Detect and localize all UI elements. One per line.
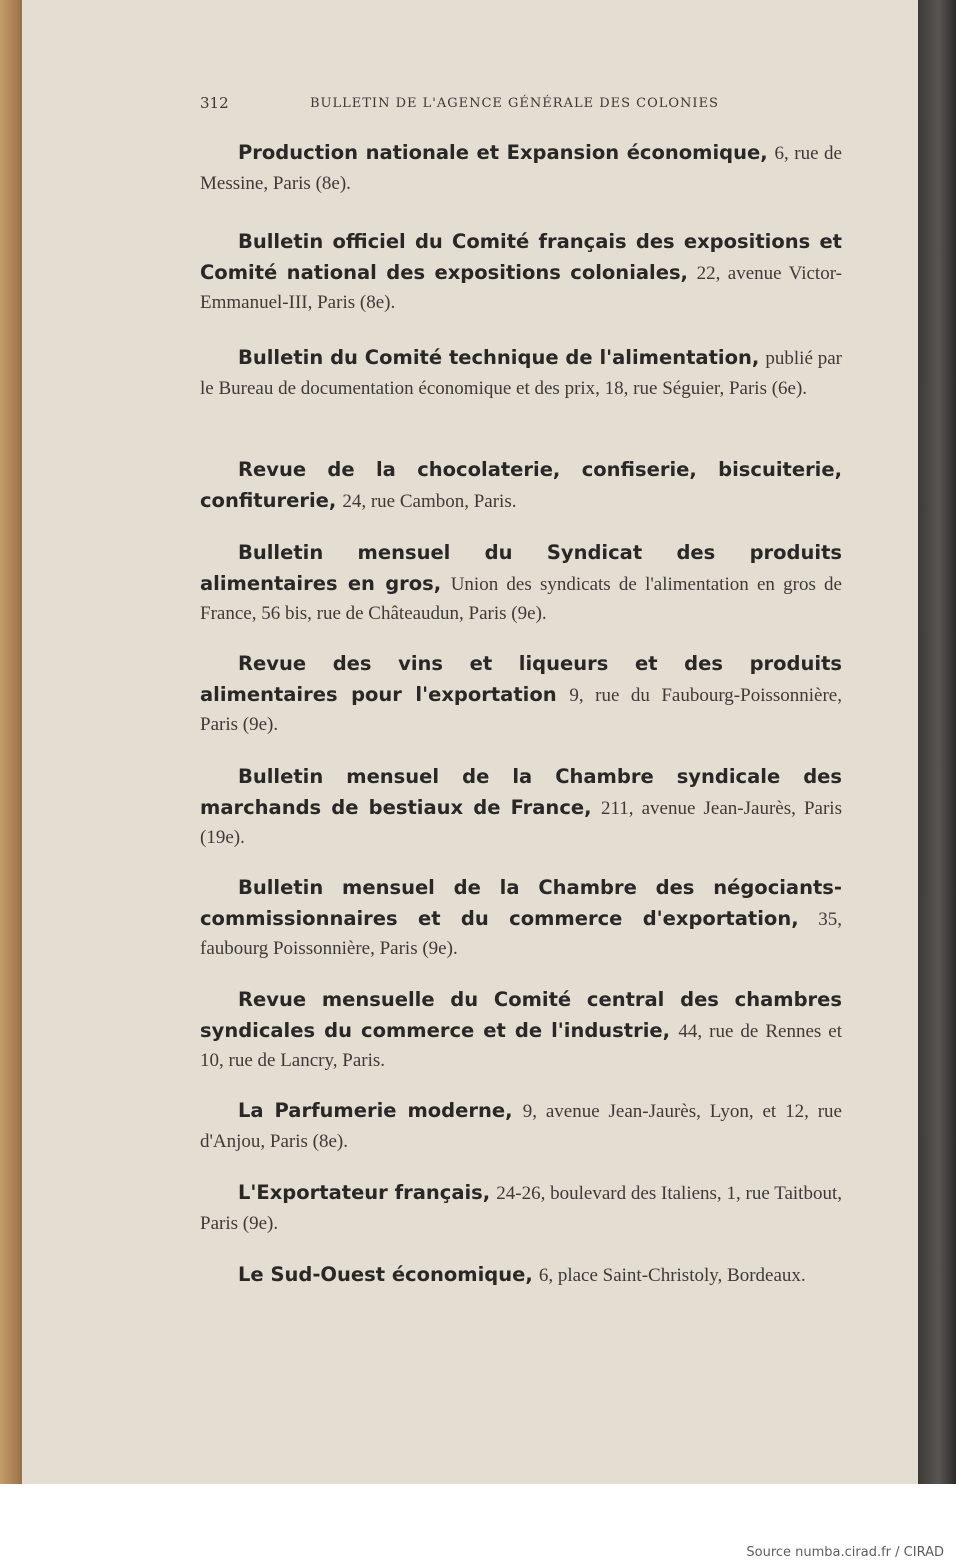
publication-name: Production nationale et Expansion économique,: [238, 141, 768, 164]
publication-address: 6, place Saint-Christoly, Bordeaux.: [538, 1265, 806, 1286]
publication-address: 24-26, boulevard des Italiens, 1, rue Taitbout, Paris (9e).: [200, 1183, 842, 1234]
source-credit: Source numba.cirad.fr / CIRAD: [746, 1545, 944, 1560]
publication-name: Bulletin du Comité technique de l'alimentation,: [238, 346, 760, 369]
publication-name: L'Exportateur français,: [238, 1181, 491, 1204]
publication-address: 9, avenue Jean-Jaurès, Lyon, et 12, rue d'Anjou, Paris (8e).: [200, 1101, 842, 1152]
publication-name: Revue mensuelle du Comité central des chambres syndicales du commerce et de l'industrie,: [200, 988, 842, 1042]
publication-name: Bulletin officiel du Comité français des expositions et Comité national des expositions coloniales,: [200, 230, 842, 284]
viewer-footer: [0, 1484, 956, 1566]
list-item: [200, 762, 842, 853]
publication-address: 24, rue Cambon, Paris.: [342, 490, 517, 512]
publication-name: Bulletin mensuel de la Chambre syndicale des marchands de bestiaux de France,: [200, 765, 842, 819]
publication-name: Le Sud-Ouest économique,: [238, 1263, 533, 1286]
list-item: [200, 1178, 842, 1238]
publication-name: La Parfumerie moderne,: [238, 1099, 513, 1122]
list-item: [200, 343, 842, 403]
list-item: [200, 649, 842, 740]
publication-address: publié par le Bureau de documentation économique et des prix, 18, rue Séguier, Paris (6e).: [200, 348, 842, 399]
publication-name: Revue des vins et liqueurs et des produits alimentaires pour l'exportation: [200, 652, 842, 706]
list-item: [200, 1260, 842, 1291]
publication-address: 211, avenue Jean-Jaurès, Paris (19e).: [200, 797, 842, 848]
book-spine: [918, 0, 956, 1484]
publication-address: 22, avenue Victor-Emmanuel-III, Paris (8e).: [200, 262, 842, 313]
publication-address: 9, rue du Faubourg-Poissonnière, Paris (9e).: [200, 684, 842, 735]
publication-address: Union des syndicats de l'alimentation en gros de France, 56 bis, rue de Châteaudun, Paris (9e).: [200, 573, 842, 624]
list-item: [200, 1096, 842, 1156]
publication-name: Bulletin mensuel du Syndicat des produits alimentaires en gros,: [200, 541, 842, 595]
list-item: [200, 985, 842, 1076]
list-item: [200, 227, 842, 318]
publication-address: 44, rue de Rennes et 10, rue de Lancry, Paris.: [200, 1020, 842, 1071]
publication-name: Revue de la chocolaterie, confiserie, biscuiterie, confiturerie,: [200, 458, 842, 512]
page-number: 312: [200, 94, 229, 112]
list-item: [200, 873, 842, 964]
publication-name: Bulletin mensuel de la Chambre des négociants-commissionnaires et du commerce d'exportation,: [200, 876, 842, 930]
running-title: BULLETIN DE L'AGENCE GÉNÉRALE DES COLONIES: [310, 96, 719, 111]
list-item: [200, 538, 842, 629]
list-item: [200, 138, 842, 198]
publication-address: 6, rue de Messine, Paris (8e).: [200, 143, 842, 194]
list-item: [200, 455, 842, 516]
running-head: [200, 94, 840, 116]
publication-address: 35, faubourg Poissonnière, Paris (9e).: [200, 908, 842, 959]
